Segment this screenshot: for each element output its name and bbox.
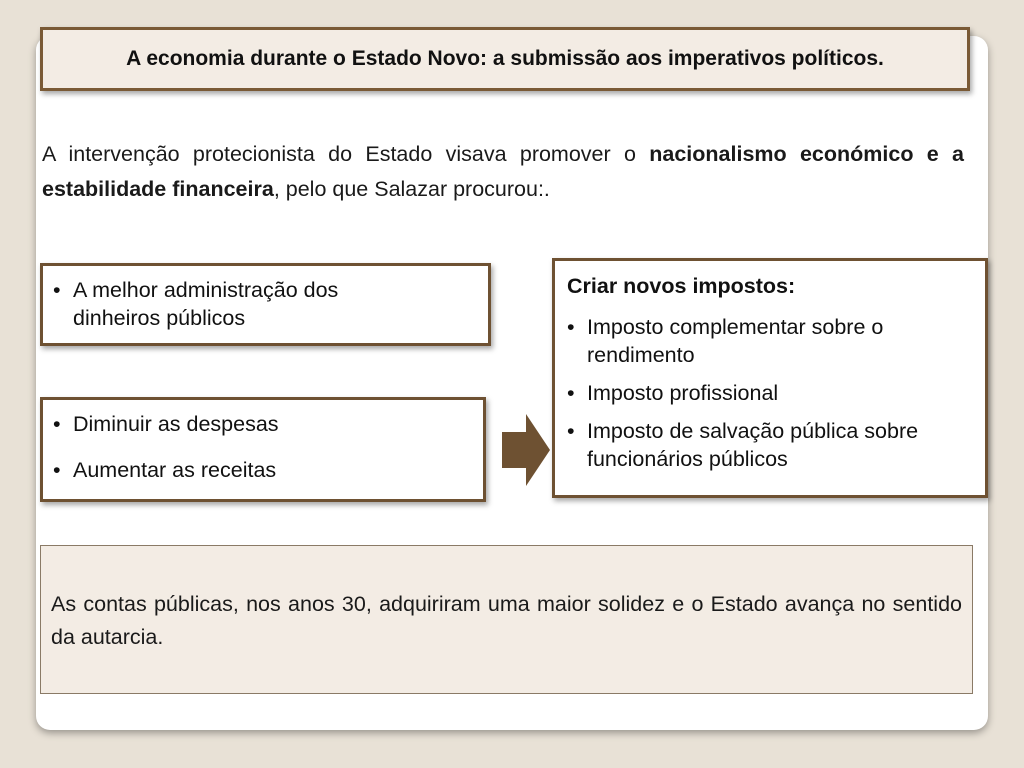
- administration-list: [53, 276, 478, 332]
- intro-text-start: A intervenção protecionista do Estado visava promover o: [42, 142, 650, 166]
- intro-text-end: , pelo que Salazar procurou:.: [273, 177, 550, 201]
- slide-title: [40, 27, 970, 91]
- list-item: • Diminuir as despesas: [53, 410, 473, 438]
- administration-box: [40, 263, 491, 346]
- list-item: • Imposto profissional: [567, 379, 973, 407]
- list-item: • Imposto complementar sobre o rendimento: [567, 313, 973, 369]
- list-item: • Imposto de salvação pública sobre funcionários públicos: [567, 417, 973, 473]
- taxes-box: [552, 258, 988, 498]
- taxes-heading: Criar novos impostos:: [567, 274, 796, 298]
- taxes-list: [567, 313, 973, 473]
- conclusion-box: [40, 545, 973, 694]
- intro-paragraph: [42, 137, 964, 207]
- list-item: • A melhor administração dos dinheiros públicos: [53, 276, 363, 332]
- conclusion-text: As contas públicas, nos anos 30, adquiriram uma maior solidez e o Estado avança no sentido da autarcia.: [51, 592, 962, 649]
- intro-text-bold: nacionalismo económico e a estabilidade financeira: [42, 142, 964, 201]
- list-item: • Aumentar as receitas: [53, 456, 473, 484]
- budget-box: [40, 397, 486, 502]
- slide-title-text: A economia durante o Estado Novo: a submissão aos imperativos políticos.: [126, 47, 884, 70]
- right-arrow-icon: [502, 414, 550, 486]
- budget-list: [53, 410, 473, 484]
